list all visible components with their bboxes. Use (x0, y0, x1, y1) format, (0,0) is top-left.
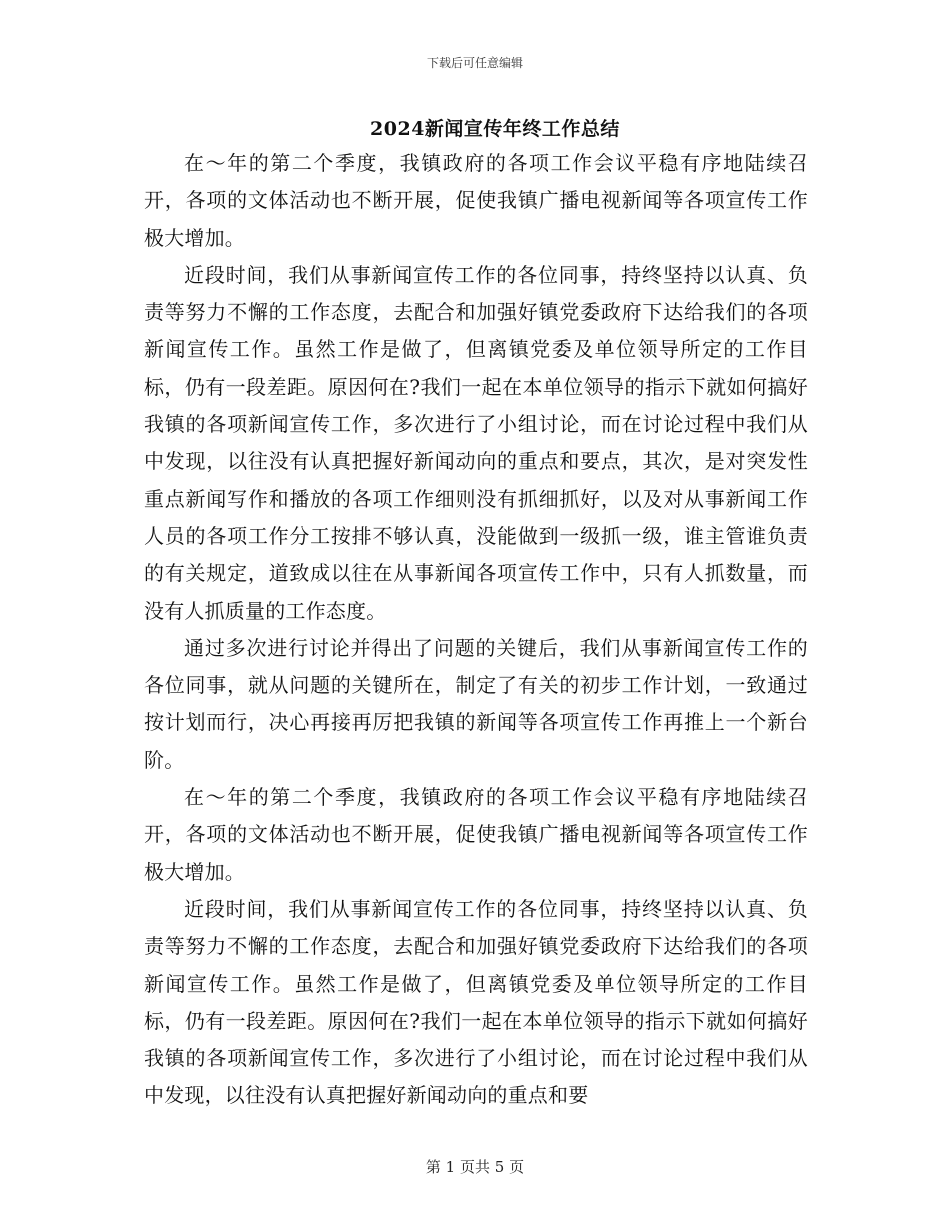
page-number: 第 1 页共 5 页 (425, 1158, 525, 1176)
paragraph: 近段时间，我们从事新闻宣传工作的各位同事，持终坚持以认真、负责等努力不懈的工作态度，去配合和加强好镇党委政府下达给我们的各项新闻宣传工作。虽然工作是做了，但离镇党委及单位领导所定的工作目标，仍有一段差距。原因何在?我们一起在本单位领导的指示下就如何搞好我镇的各项新闻宣传工作，多次进行了小组讨论，而在讨论过程中我们从中发现，以往没有认真把握好新闻动向的重点和要点，其次，是对突发性重点新闻写作和播放的各项工作细则没有抓细抓好，以及对从事新闻工作人员的各项工作分工按排不够认真，没能做到一级抓一级，谁主管谁负责的有关规定，道致成以往在从事新闻各项宣传工作中，只有人抓数量，而没有人抓质量的工作态度。 (144, 262, 808, 623)
paragraph: 近段时间，我们从事新闻宣传工作的各位同事，持终坚持以认真、负责等努力不懈的工作态度，去配合和加强好镇党委政府下达给我们的各项新闻宣传工作。虽然工作是做了，但离镇党委及单位领导所定的工作目标，仍有一段差距。原因何在?我们一起在本单位领导的指示下就如何搞好我镇的各项新闻宣传工作，多次进行了小组讨论，而在讨论过程中我们从中发现，以往没有认真把握好新闻动向的重点和要 (144, 896, 808, 1108)
header-note: 下载后可任意编辑 (426, 56, 523, 70)
document-body (144, 145, 808, 1115)
document-title: 2024新闻宣传年终工作总结 (370, 118, 620, 140)
paragraph: 在～年的第二个季度，我镇政府的各项工作会议平稳有序地陆续召开，各项的文体活动也不断开展，促使我镇广播电视新闻等各项宣传工作极大增加。 (144, 785, 808, 884)
paragraph: 在～年的第二个季度，我镇政府的各项工作会议平稳有序地陆续召开，各项的文体活动也不断开展，促使我镇广播电视新闻等各项宣传工作极大增加。 (144, 151, 808, 250)
paragraph: 通过多次进行讨论并得出了问题的关键后，我们从事新闻宣传工作的各位同事，就从问题的关键所在，制定了有关的初步工作计划，一致通过按计划而行，决心再接再厉把我镇的新闻等各项宣传工作再推上一个新台阶。 (144, 635, 808, 772)
